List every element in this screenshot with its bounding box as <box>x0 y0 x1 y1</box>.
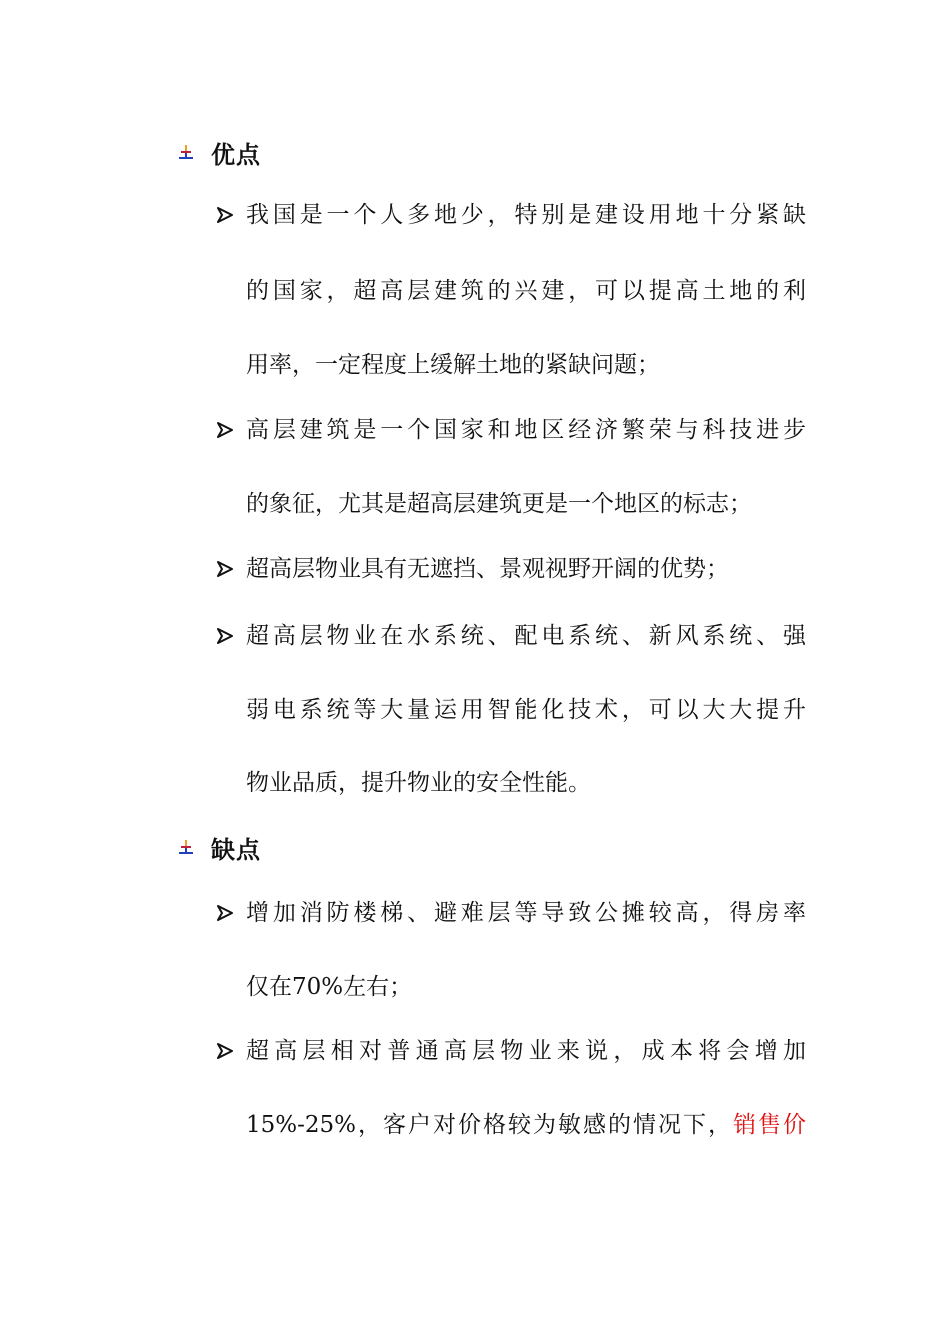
cons-item-1-line-1: 增加消防楼梯、避难层等导致公摊较高，得房率 <box>246 900 806 926</box>
pros-item-1-line-3: 用率，一定程度上缓解土地的紧缺问题； <box>246 352 660 378</box>
pros-item-1-line-2: 的国家，超高层建筑的兴建，可以提高土地的利 <box>246 278 806 304</box>
section-bullet-icon <box>179 840 193 854</box>
arrow-bullet-icon <box>216 904 234 922</box>
arrow-bullet-icon <box>216 627 234 645</box>
arrow-bullet-icon <box>216 560 234 578</box>
arrow-bullet-icon <box>216 1042 234 1060</box>
pros-item-1-line-1: 我国是一个人多地少，特别是建设用地十分紧缺 <box>246 202 806 228</box>
pros-item-2-line-2: 的象征，尤其是超高层建筑更是一个地区的标志； <box>246 491 752 517</box>
cons-item-1-line-2: 仅在70%左右； <box>246 974 413 1000</box>
section-bullet-icon <box>179 145 193 159</box>
cons-heading <box>179 827 261 867</box>
pros-item-4-line-1: 超高层物业在水系统、配电系统、新风系统、强 <box>246 623 806 649</box>
arrow-bullet-icon <box>216 421 234 439</box>
pros-item-3-line-1: 超高层物业具有无遮挡、景观视野开阔的优势； <box>246 556 729 582</box>
pros-item-2-line-1: 高层建筑是一个国家和地区经济繁荣与科技进步 <box>246 417 806 443</box>
pros-item-4-line-3: 物业品质，提升物业的安全性能。 <box>246 770 591 796</box>
arrow-bullet-icon <box>216 206 234 224</box>
cons-item-2-line-1: 超高层相对普通高层物业来说，成本将会增加 <box>246 1038 806 1064</box>
pros-item-4-line-2: 弱电系统等大量运用智能化技术，可以大大提升 <box>246 697 806 723</box>
cons-item-2-line-2 <box>246 1110 806 1140</box>
cons-item-2-line-2-highlight: 销售价 <box>733 1112 806 1138</box>
pros-heading-text: 优点 <box>211 140 261 169</box>
cons-heading-text: 缺点 <box>211 835 261 864</box>
pros-heading <box>179 132 261 172</box>
cons-item-2-line-2-normal: 15%-25%，客户对价格较为敏感的情况下， <box>246 1112 733 1138</box>
